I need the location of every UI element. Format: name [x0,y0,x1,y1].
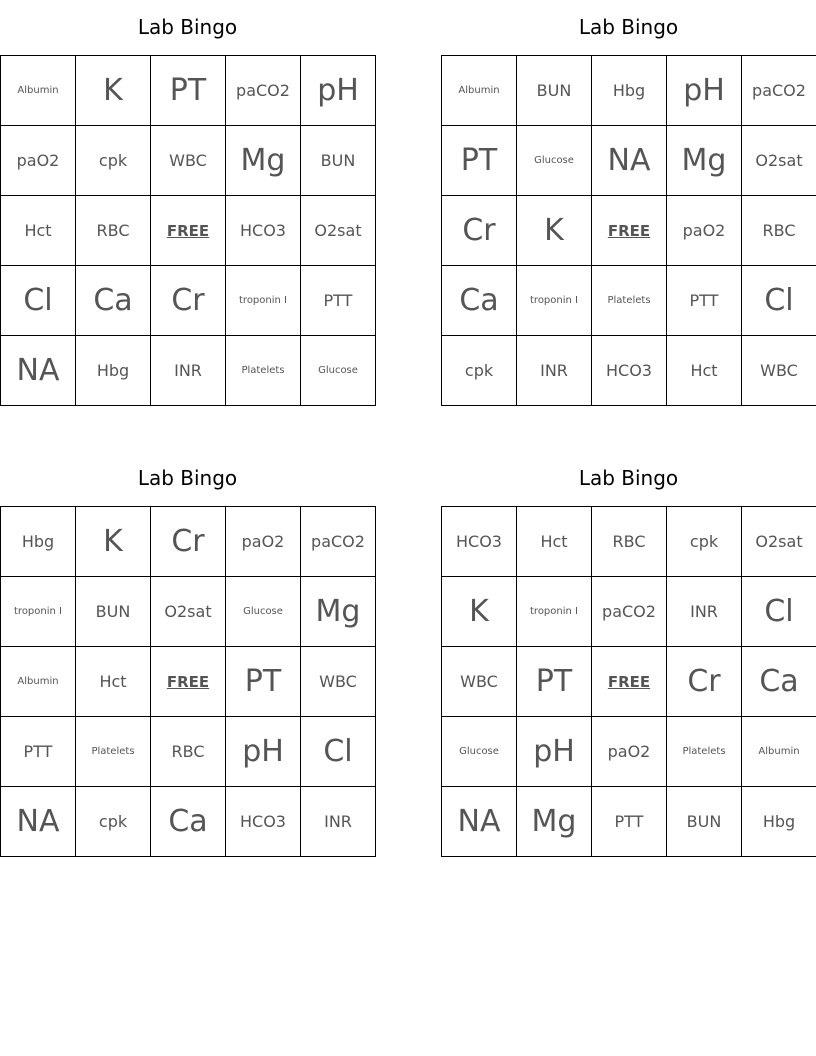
bingo-row [1,717,376,787]
bingo-cell: PTT [1,717,76,787]
bingo-row [442,196,816,266]
bingo-row [1,577,376,647]
bingo-cell: Hct [1,196,76,266]
bingo-cell: Hbg [742,787,816,857]
bingo-cell: Platelets [592,266,667,336]
bingo-cell: O2sat [742,507,816,577]
bingo-cell: Hbg [76,336,151,406]
bingo-card-4 [441,451,816,857]
bingo-cell: Mg [667,126,742,196]
card-title: Lab Bingo [578,466,679,490]
bingo-grid [441,55,816,406]
bingo-row [1,196,376,266]
bingo-cell: pH [667,56,742,126]
bingo-cell: pH [517,717,592,787]
bingo-card-2 [441,0,816,406]
bingo-cell: PT [442,126,517,196]
bingo-card-3 [0,451,375,857]
bingo-cell: cpk [76,126,151,196]
bingo-cell: PT [226,647,301,717]
bingo-row [1,336,376,406]
bingo-cell: RBC [76,196,151,266]
bingo-cell: INR [517,336,592,406]
bingo-cell: BUN [667,787,742,857]
bingo-cell: Hct [76,647,151,717]
bingo-cell: PT [151,56,226,126]
bingo-cell: Cl [742,266,816,336]
bingo-row [1,126,376,196]
bingo-cell: cpk [442,336,517,406]
bingo-cell: Ca [742,647,816,717]
bingo-row [442,787,816,857]
bingo-cell: Cr [667,647,742,717]
bingo-cell: NA [1,787,76,857]
bingo-cell: paCO2 [742,56,816,126]
bingo-cell: paO2 [226,507,301,577]
bingo-cell: Ca [76,266,151,336]
bingo-cell: BUN [301,126,376,196]
bingo-cell: paCO2 [226,56,301,126]
bingo-cell: INR [667,577,742,647]
bingo-row [442,507,816,577]
bingo-cell: Cr [151,507,226,577]
bingo-cell: Platelets [667,717,742,787]
bingo-cell: paO2 [667,196,742,266]
bingo-cell: Mg [517,787,592,857]
bingo-cell: troponin I [1,577,76,647]
bingo-cell: cpk [667,507,742,577]
bingo-cell: HCO3 [226,787,301,857]
free-space-cell: FREE [592,647,667,717]
bingo-cell: WBC [301,647,376,717]
bingo-grid [0,55,376,406]
bingo-row [442,647,816,717]
bingo-cell: Albumin [1,647,76,717]
bingo-cell: O2sat [301,196,376,266]
bingo-cell: Ca [442,266,517,336]
bingo-cell: Albumin [742,717,816,787]
bingo-row [442,336,816,406]
bingo-cell: K [76,507,151,577]
bingo-row [442,126,816,196]
bingo-cell: Albumin [442,56,517,126]
bingo-cell: NA [1,336,76,406]
bingo-row [1,647,376,717]
bingo-cell: Hbg [592,56,667,126]
free-space-cell: FREE [592,196,667,266]
bingo-cell: pH [226,717,301,787]
bingo-cell: BUN [517,56,592,126]
bingo-grid [0,506,376,857]
bingo-cell: Hct [667,336,742,406]
bingo-cell: Mg [226,126,301,196]
bingo-cell: K [76,56,151,126]
bingo-cell: troponin I [517,577,592,647]
bingo-card-1 [0,0,375,406]
bingo-row [442,56,816,126]
bingo-cell: cpk [76,787,151,857]
bingo-cell: WBC [442,647,517,717]
bingo-cell: INR [151,336,226,406]
bingo-row [442,717,816,787]
bingo-cell: PTT [301,266,376,336]
bingo-row [1,787,376,857]
bingo-cell: RBC [151,717,226,787]
bingo-row [442,266,816,336]
bingo-row [1,56,376,126]
bingo-cell: pH [301,56,376,126]
bingo-cell: PT [517,647,592,717]
bingo-cell: NA [592,126,667,196]
bingo-row [1,266,376,336]
bingo-cell: Hct [517,507,592,577]
bingo-cell: HCO3 [442,507,517,577]
free-space-cell: FREE [151,196,226,266]
card-title: Lab Bingo [137,15,238,39]
free-space-cell: FREE [151,647,226,717]
bingo-cell: WBC [151,126,226,196]
card-title: Lab Bingo [578,15,679,39]
bingo-cell: HCO3 [226,196,301,266]
bingo-cell: Cr [151,266,226,336]
bingo-cell: HCO3 [592,336,667,406]
bingo-cell: Cl [1,266,76,336]
bingo-cell: RBC [742,196,816,266]
bingo-cell: Platelets [76,717,151,787]
bingo-cell: Ca [151,787,226,857]
bingo-cell: PTT [592,787,667,857]
bingo-cell: PTT [667,266,742,336]
bingo-cell: INR [301,787,376,857]
bingo-cell: O2sat [742,126,816,196]
bingo-grid [441,506,816,857]
bingo-cell: troponin I [226,266,301,336]
bingo-cell: paCO2 [592,577,667,647]
bingo-cell: Albumin [1,56,76,126]
bingo-cell: paO2 [592,717,667,787]
bingo-cell: NA [442,787,517,857]
bingo-cell: K [517,196,592,266]
card-title: Lab Bingo [137,466,238,490]
bingo-cell: Glucose [442,717,517,787]
bingo-cell: Platelets [226,336,301,406]
bingo-cell: paCO2 [301,507,376,577]
bingo-cell: Glucose [517,126,592,196]
bingo-cell: troponin I [517,266,592,336]
bingo-cell: RBC [592,507,667,577]
bingo-cell: paO2 [1,126,76,196]
bingo-cell: WBC [742,336,816,406]
bingo-cell: O2sat [151,577,226,647]
bingo-cell: Glucose [301,336,376,406]
bingo-cell: Cl [742,577,816,647]
bingo-cell: Cl [301,717,376,787]
bingo-cell: BUN [76,577,151,647]
bingo-row [442,577,816,647]
bingo-cell: Mg [301,577,376,647]
bingo-cell: Cr [442,196,517,266]
bingo-cell: Hbg [1,507,76,577]
bingo-cell: K [442,577,517,647]
bingo-cell: Glucose [226,577,301,647]
bingo-row [1,507,376,577]
